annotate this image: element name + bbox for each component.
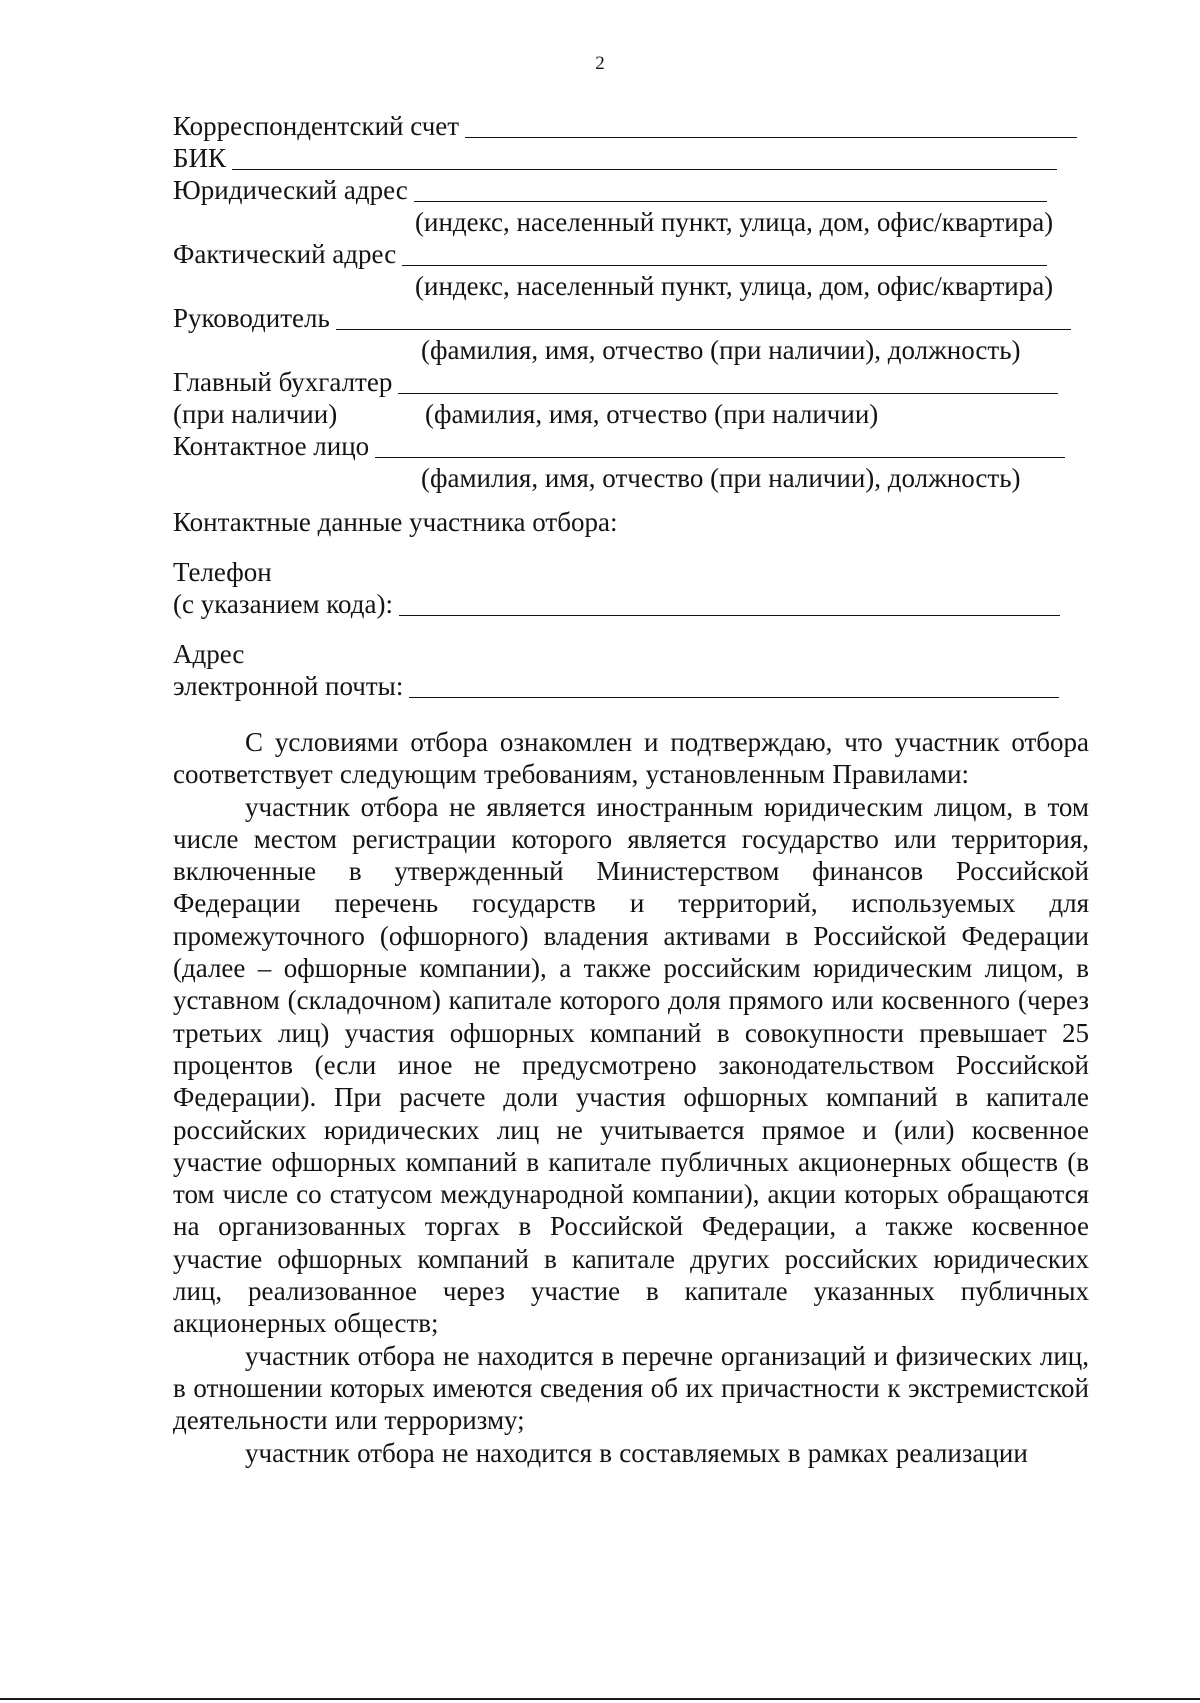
email-field[interactable]	[409, 673, 1059, 698]
bik-row	[173, 142, 1089, 174]
actual-address-hint: (индекс, населенный пункт, улица, дом, офис/квартира)	[415, 271, 1054, 301]
intro-paragraph: С условиями отбора ознакомлен и подтверждаю, что участник отбора соответствует следующим требованиям, установленным Правилами:	[173, 727, 1089, 790]
contact-person-label: Контактное лицо	[173, 431, 370, 461]
bik-label: БИК	[173, 143, 227, 173]
phone-label-line2: (с указанием кода):	[173, 589, 393, 619]
phone-field[interactable]	[399, 591, 1060, 616]
chief-accountant-field[interactable]	[398, 369, 1058, 394]
contact-person-row	[173, 430, 1089, 462]
requirement-lists: участник отбора не находится в составляемых в рамках реализации	[245, 1437, 1028, 1468]
actual-address-label: Фактический адрес	[173, 239, 397, 269]
requirement-extremism: участник отбора не находится в перечне организаций и физических лиц, в отношении которых имеются сведения об их причастности к экстремистской деятельности или терроризму;	[173, 1340, 1089, 1436]
page-edge-line	[0, 1698, 1200, 1700]
head-row	[173, 302, 1089, 334]
contacts-heading: Контактные данные участника отбора:	[173, 507, 618, 537]
legal-address-field[interactable]	[414, 177, 1047, 202]
phone-label-line1: Телефон	[173, 557, 272, 587]
chief-accountant-label: Главный бухгалтер	[173, 367, 393, 397]
chief-accountant-hint: (фамилия, имя, отчество (при наличии)	[425, 399, 879, 429]
corr-account-label: Корреспондентский счет	[173, 111, 460, 141]
legal-address-row	[173, 174, 1089, 206]
actual-address-field[interactable]	[402, 241, 1047, 266]
chief-accountant-row	[173, 366, 1089, 398]
contact-person-field[interactable]	[375, 433, 1065, 458]
bik-field[interactable]	[232, 145, 1057, 170]
actual-address-row	[173, 238, 1089, 270]
phone-row	[173, 588, 1089, 620]
contact-person-hint: (фамилия, имя, отчество (при наличии), должность)	[421, 463, 1021, 493]
chief-accountant-sub	[173, 398, 1089, 430]
legal-address-hint: (индекс, населенный пункт, улица, дом, офис/квартира)	[415, 207, 1054, 237]
page-number: 2	[595, 53, 605, 74]
head-label: Руководитель	[173, 303, 330, 333]
legal-address-label: Юридический адрес	[173, 175, 408, 205]
email-label-line1: Адрес	[173, 639, 245, 669]
email-label-line2: электронной почты:	[173, 671, 404, 701]
head-field[interactable]	[336, 305, 1071, 330]
email-row	[173, 670, 1089, 702]
chief-accountant-note: (при наличии)	[173, 399, 338, 429]
corr-account-row	[173, 110, 1089, 142]
requirement-offshore: участник отбора не является иностранным юридическим лицом, в том числе местом регистрации которого является государство или территория, включенные в утвержденный Министерством финансов Российской Федерации перечень государств и территорий, используемых для промежуточного (офшорного) владения активами в Российской Федерации (далее – офшорные компании), а также российским юридическим лицом, в уставном (складочном) капитале которого доля прямого или косвенного (через третьих лиц) участия офшорных компаний в совокупности превышает 25 процентов (если иное не предусмотрено законодательством Российской Федерации). При расчете доли участия офшорных компаний в капитале российских юридических лиц не учитывается прямое и (или) косвенное участие офшорных компаний в капитале публичных акционерных обществ (в том числе со статусом международной компании), акции которых обращаются на организованных торгах в Российской Федерации, а также косвенное участие офшорных компаний в капитале других российских юридических лиц, реализованное через участие в капитале указанных публичных акционерных обществ;	[173, 791, 1089, 1339]
head-hint: (фамилия, имя, отчество (при наличии), должность)	[421, 335, 1021, 365]
corr-account-field[interactable]	[465, 113, 1077, 138]
form-page-content	[173, 110, 1089, 1469]
